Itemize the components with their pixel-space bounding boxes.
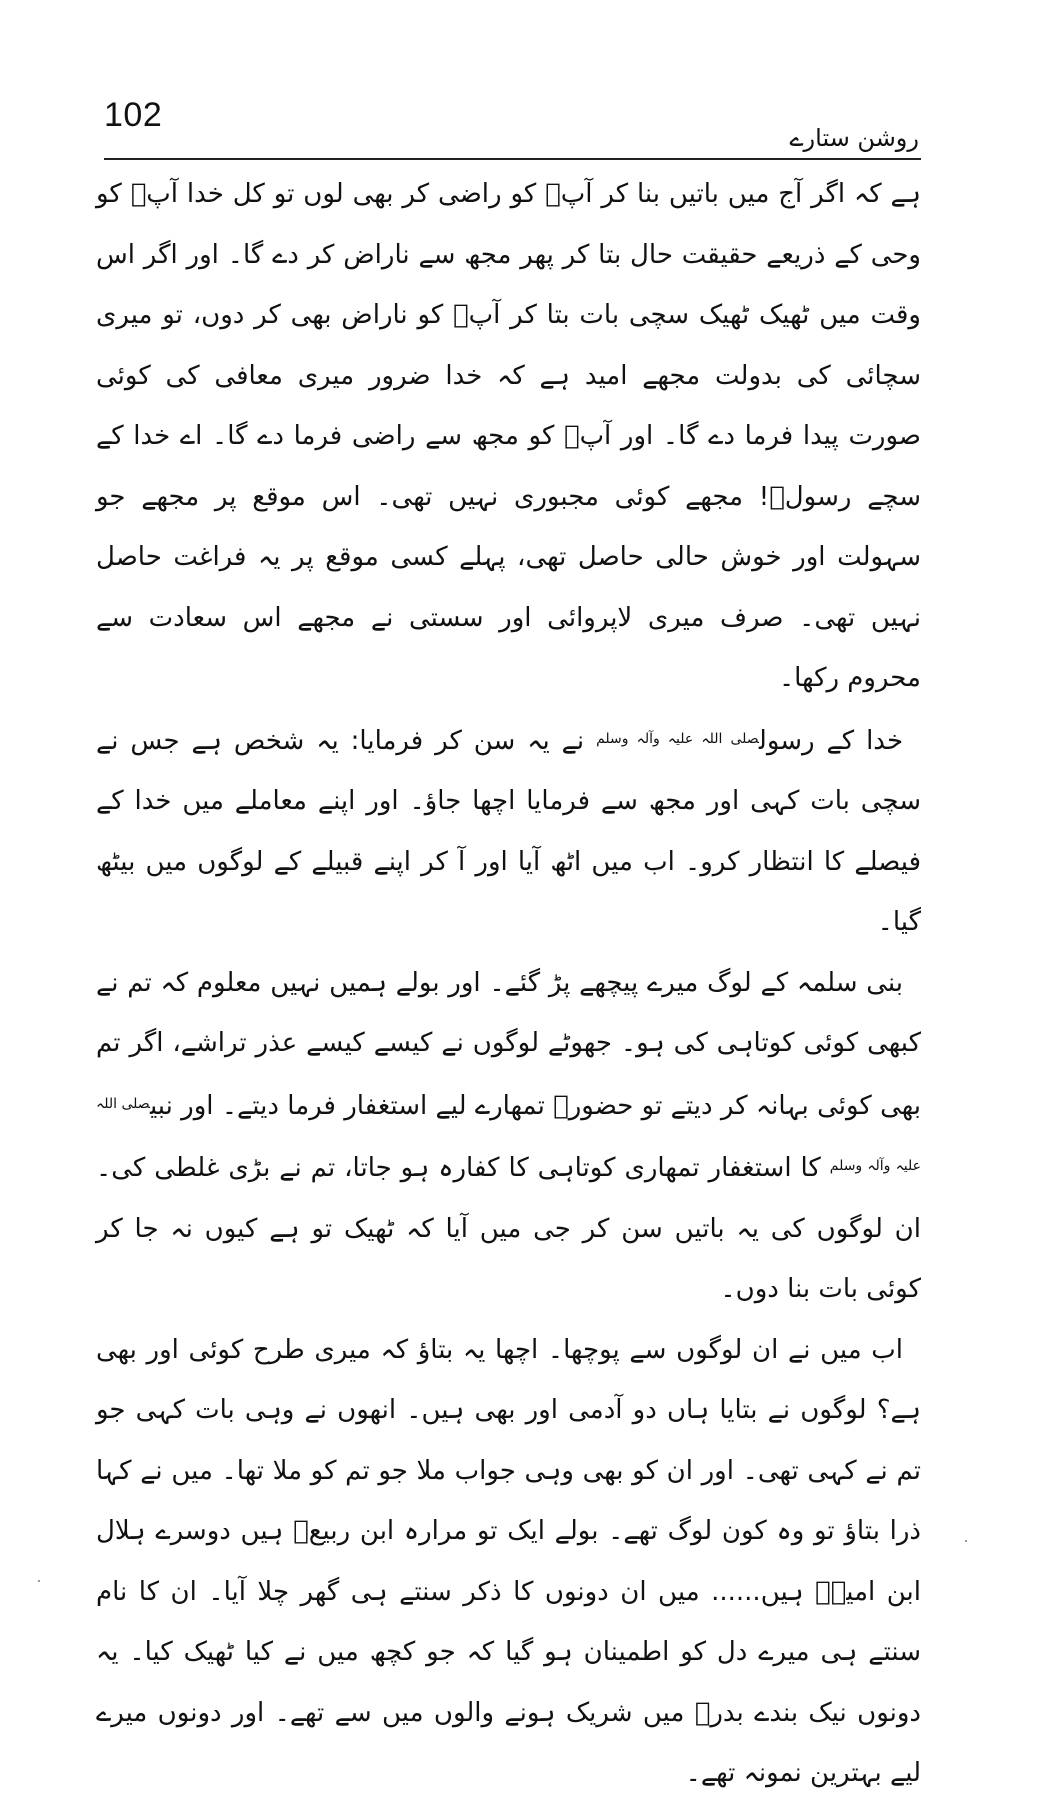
paragraph-1: ہے کہ اگر آج میں باتیں بنا کر آپؐ کو راضی کر بھی لوں تو کل خدا آپؐ کو وحی کے ذریعے حقیقت حال بتا کر پھر مجھ سے ناراض کر دے گا۔ اور اگر اس وقت میں ٹھیک ٹھیک سچی بات بتا کر آپؐ کو ناراض بھی کر دوں، تو میری سچائی کی بدولت مجھے امید ہے کہ خدا ضرور میری معافی کی کوئی صورت پیدا فرما دے گا۔ اور آپؐ کو مجھ سے راضی فرما دے گا۔ اے خدا کے سچے رسولؐ! مجھے کوئی مجبوری نہیں تھی۔ اس موقع پر مجھے جو سہولت اور خوش حالی حاصل تھی، پہلے کسی موقع پر یہ فراغت حاصل نہیں تھی۔ صرف میری لاپروائی اور سستی نے مجھے اس سعادت سے محروم رکھا۔ <box>96 179 921 693</box>
scan-speck <box>38 1580 40 1582</box>
paragraph-3-part-1: بنی سلمہ کے لوگ میرے پیچھے پڑ گئے۔ اور بولے ہمیں نہیں معلوم کہ تم نے کبھی کوئی کوتاہی کی ہو۔ جھوٹے لوگوں نے کیسے کیسے عذر تراشے، اگر تم بھی کوئی بہانہ کر دیتے تو حضورؐ تمھارے لیے استغفار فرما دیتے۔ اور نبی <box>96 967 921 1121</box>
paragraph-3-part-2: کا استغفار تمھاری کوتاہی کا کفارہ ہو جاتا، تم نے بڑی غلطی کی۔ ان لوگوں کی یہ باتیں سن کر جی میں آیا کہ ٹھیک تو ہے کیوں نہ جا کر کوئی بات بنا دوں۔ <box>96 1153 921 1304</box>
running-title: روشن ستارے <box>789 124 919 152</box>
salutation-mark: صلی اللہ علیہ وآلہ وسلم <box>596 730 759 747</box>
paragraph-2 <box>96 709 921 953</box>
salutation-mark: صلی اللہ علیہ وآلہ وسلم <box>96 1095 921 1174</box>
header-rule <box>104 158 921 160</box>
paragraph-2-part-1: خدا کے رسول <box>758 725 904 756</box>
paragraph-2-part-2: نے یہ سن کر فرمایا: یہ شخص ہے جس نے سچی بات کہی اور مجھ سے فرمایا اچھا جاؤ۔ اور اپنے معاملے میں خدا کے فیصلے کا انتظار کرو۔ اب میں اٹھ آیا اور آ کر اپنے قبیلے کے لوگوں میں بیٹھ گیا۔ <box>96 725 921 937</box>
page-number: 102 <box>104 96 163 134</box>
paragraph-3 <box>96 953 921 1320</box>
paragraph-4: اب میں نے ان لوگوں سے پوچھا۔ اچھا یہ بتاؤ کہ میری طرح کوئی اور بھی ہے؟ لوگوں نے بتایا ہاں دو آدمی اور بھی ہیں۔ انھوں نے وہی بات کہی جو تم نے کہی تھی۔ اور ان کو بھی وہی جواب ملا جو تم کو ملا تھا۔ میں نے کہا ذرا بتاؤ تو وہ کون لوگ تھے۔ بولے ایک تو مرارہ ابن ربیعؓ ہیں دوسرے ہلال ابن امیہؓ ہیں...... میں ان دونوں کا ذکر سنتے ہی گھر چلا آیا۔ ان کا نام سنتے ہی میرے دل کو اطمینان ہو گیا کہ جو کچھ میں نے کیا ٹھیک کیا۔ یہ دونوں نیک بندے بدرؓ میں شریک ہونے والوں میں سے تھے۔ اور دونوں میرے لیے بہترین نمونہ تھے۔ <box>96 1334 921 1788</box>
scan-speck <box>965 1540 967 1542</box>
body-text <box>96 164 921 1804</box>
